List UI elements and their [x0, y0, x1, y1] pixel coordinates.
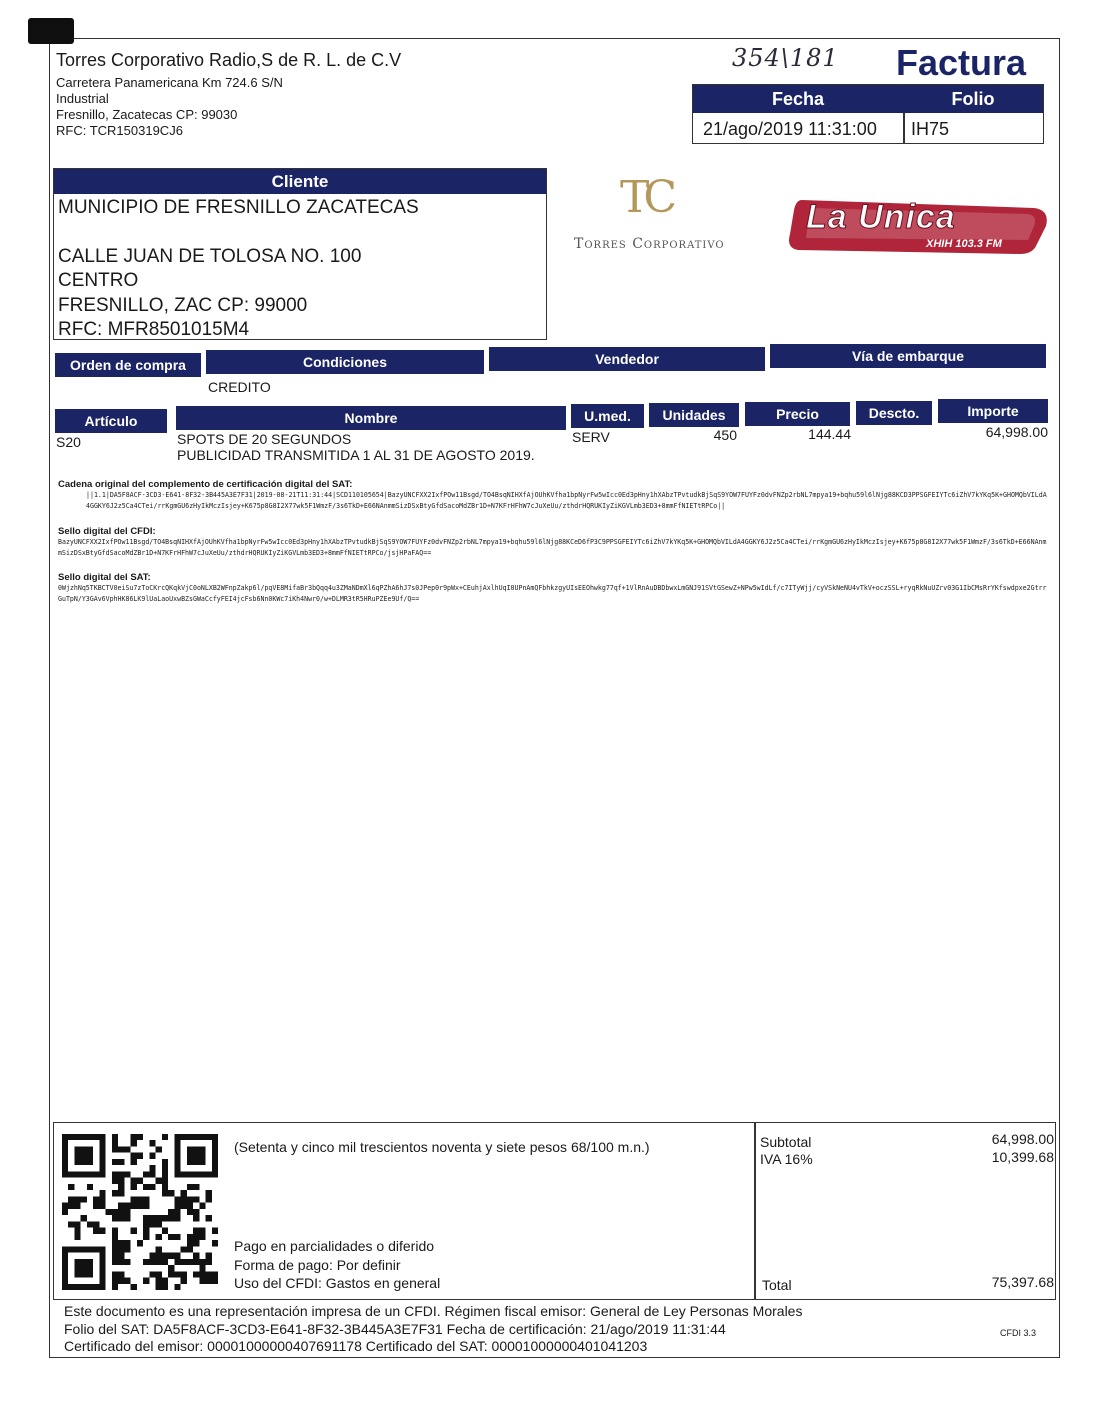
cadena-original-text: ||1.1|DA5F8ACF-3CD3-E641-8F32-3B445A3E7F31|2019-08-21T11:31:44|SCD110105654|BazyUNCFXX2IxfPOw11Bsgd/TO4BsqNIHXfAjOUhKVfha1bpNyrFw5wIcc0Ed3pHny1hXAbzTPvtudkBjSqS9YOW7FUYFz0dvFNZp2rbNL7mpya19+bqhu59l6lNjg88KCD3PPSGFEIYTc6iZhV7kYKq5K+GHOMQbVILdA4GGKY6J2z5Ca4CTei/rrKgmGU6zHyIkMczIsjey+K675p8G8I2X77wk5F1WmzF/3s6TkD+E66NAnmmSizDSxBtyGfdSacoMdZBr1D+N7KFrHFhW7cJuXeUu/zthdrHQRUKIyZiKGVLmb3ED3+8mmFfNIETtRPCo|| [86, 491, 1047, 510]
date-folio-divider [903, 113, 905, 143]
scan-artifact [28, 18, 74, 44]
sello-sat-text: 0WjzhNq5TKBCTV0eiSu7zToCKrcQKqkVjC0oNLXB2WFnpZakp6l/pqVE8MifaBr3bQqq4u3ZMaNDmXl6qPZhA6hJ7s0JPep0r9pWx+CEuhjAxlhUqI0UPnAmQFbhkzgyUIsEEOhwkg77qf+1VlRnAuDBDbwxLmGNJ91SVtGSewZ+NPw5wIdLf/c7ITyWjj/cyVSkNeNU4vTkV+oczSSL+ryqRkNuUZrv03G1IbCMsRrYKfswdpxe2GtrrGuTpN/Y3GAv6VphHK86LK9lUaLaoUxwBZsGWaCcfyFEI4jcFsb6Nn0KWc7iKh4Nwr0/w+DLMR3tR5HRuPZEe9Uf/Q== [58, 584, 1047, 603]
item-importe: 64,998.00 [985, 424, 1048, 440]
header-orden-compra: Orden de compra [55, 353, 201, 377]
sello-cfdi-text: BazyUNCFXX2IxfPOw11Bsgd/TO4BsqNIHXfAjOUhKVfha1bpNyrFw5wIcc0Ed3pHny1hXAbzTPvtudkBjSqS9YOW7FUYFz0dvFNZp2rbNL7mpya19+bqhu59l6lNjg88KCeD6fP3C9PPSGFEIYTc6iZhV7kYKq5K+GHOMQbVILdA4GGKY6J2z5Ca4CTei/rrKgmGU6zHyIkMczIsjey+K675p8G8I2X77wk5F1WmzF/3s6TkD+E66NAnmmSizDSxBtyGfdSacoMdZBr1D+N7KFrHFhW7cJuXeUu/zthdrHQRUKIyZiKGVLmb3ED3+8mmFfNIETtRPCo/jsjHPaFAQ== [58, 538, 1047, 557]
issuer-address-line: Carretera Panamericana Km 724.6 S/N [56, 75, 283, 90]
header-precio: Precio [745, 402, 850, 426]
footer-line-1: Este documento es una representación impresa de un CFDI. Régimen fiscal emisor: General de Ley Personas Morales [64, 1303, 803, 1319]
folio-value: IH75 [911, 119, 950, 139]
la-unica-text: La Unica [806, 198, 956, 236]
issuer-address-line: Industrial [56, 91, 109, 106]
condiciones-value: CREDITO [208, 379, 271, 395]
header-importe: Importe [938, 399, 1048, 423]
item-unidades: 450 [713, 427, 737, 443]
item-descripcion: PUBLICIDAD TRANSMITIDA 1 AL 31 DE AGOSTO 2019. [177, 447, 535, 463]
issuer-address-line: Fresnillo, Zacatecas CP: 99030 [56, 107, 238, 122]
iva-label: IVA 16% [760, 1151, 813, 1167]
header-nombre: Nombre [176, 406, 566, 430]
torres-corporativo-logo [568, 172, 738, 262]
client-header: Cliente [54, 169, 546, 194]
document-title: Factura [896, 42, 1027, 83]
total-label: Total [762, 1277, 792, 1293]
la-unica-logo [784, 180, 1054, 260]
header-condiciones: Condiciones [206, 350, 484, 374]
date-header: Fecha [693, 85, 903, 113]
client-neighborhood: CENTRO [58, 270, 139, 291]
totals-divider [754, 1123, 756, 1299]
date-value: 21/ago/2019 11:31:00 [703, 119, 877, 139]
iva-value: 10,399.68 [991, 1149, 1054, 1165]
cfdi-use: Uso del CFDI: Gastos en general [234, 1275, 441, 1291]
client-name: MUNICIPIO DE FRESNILLO ZACATECAS [58, 197, 419, 218]
item-articulo: S20 [56, 434, 81, 450]
subtotal-label: Subtotal [760, 1134, 812, 1150]
cfdi-version: CFDI 3.3 [1000, 1328, 1037, 1338]
torres-monogram: TC [620, 172, 672, 223]
issuer-address [56, 75, 283, 139]
subtotal-value: 64,998.00 [991, 1131, 1054, 1147]
payment-method: Pago en parcialidades o diferido [234, 1238, 435, 1254]
item-umed: SERV [572, 429, 610, 445]
sello-sat-label: Sello digital del SAT: [58, 572, 151, 583]
footer-line-2: Folio del SAT: DA5F8ACF-3CD3-E641-8F32-3B445A3E7F31 Fecha de certificación: 21/ago/2019 11:31:44 [64, 1321, 726, 1337]
item-nombre: SPOTS DE 20 SEGUNDOS [177, 431, 352, 447]
footer-line-3: Certificado del emisor: 00001000000407691178 Certificado del SAT: 00001000000401041203 [64, 1338, 648, 1354]
item-precio: 144.44 [808, 426, 851, 442]
folio-header: Folio [903, 85, 1043, 113]
header-articulo: Artículo [55, 409, 167, 433]
payment-form: Forma de pago: Por definir [234, 1257, 401, 1273]
torres-text: Torres Corporativo [574, 236, 725, 252]
date-folio-box [692, 84, 1044, 144]
cadena-original-label: Cadena original del complemento de certificación digital del SAT: [58, 479, 353, 490]
client-city: FRESNILLO, ZAC CP: 99000 [58, 295, 308, 316]
client-street: CALLE JUAN DE TOLOSA NO. 100 [58, 246, 362, 267]
header-unidades: Unidades [649, 403, 739, 427]
sello-cfdi-label: Sello digital del CFDI: [58, 526, 156, 537]
amount-in-words: (Setenta y cinco mil trescientos noventa y siete pesos 68/100 m.n.) [234, 1139, 650, 1155]
client-box [53, 168, 547, 340]
header-vendedor: Vendedor [489, 347, 765, 371]
total-value: 75,397.68 [991, 1274, 1054, 1290]
client-rfc: RFC: MFR8501015M4 [58, 319, 250, 340]
issuer-name: Torres Corporativo Radio,S de R. L. de C.V [56, 50, 402, 70]
header-via-embarque: Vía de embarque [770, 344, 1046, 368]
qr-code-icon [60, 1134, 220, 1290]
handwritten-note: 354\181 [732, 44, 839, 72]
header-umed: U.med. [571, 404, 644, 428]
issuer-rfc: RFC: TCR150319CJ6 [56, 123, 183, 138]
la-unica-frequency: XHIH 103.3 FM [926, 238, 1002, 250]
header-descto: Descto. [856, 401, 932, 425]
